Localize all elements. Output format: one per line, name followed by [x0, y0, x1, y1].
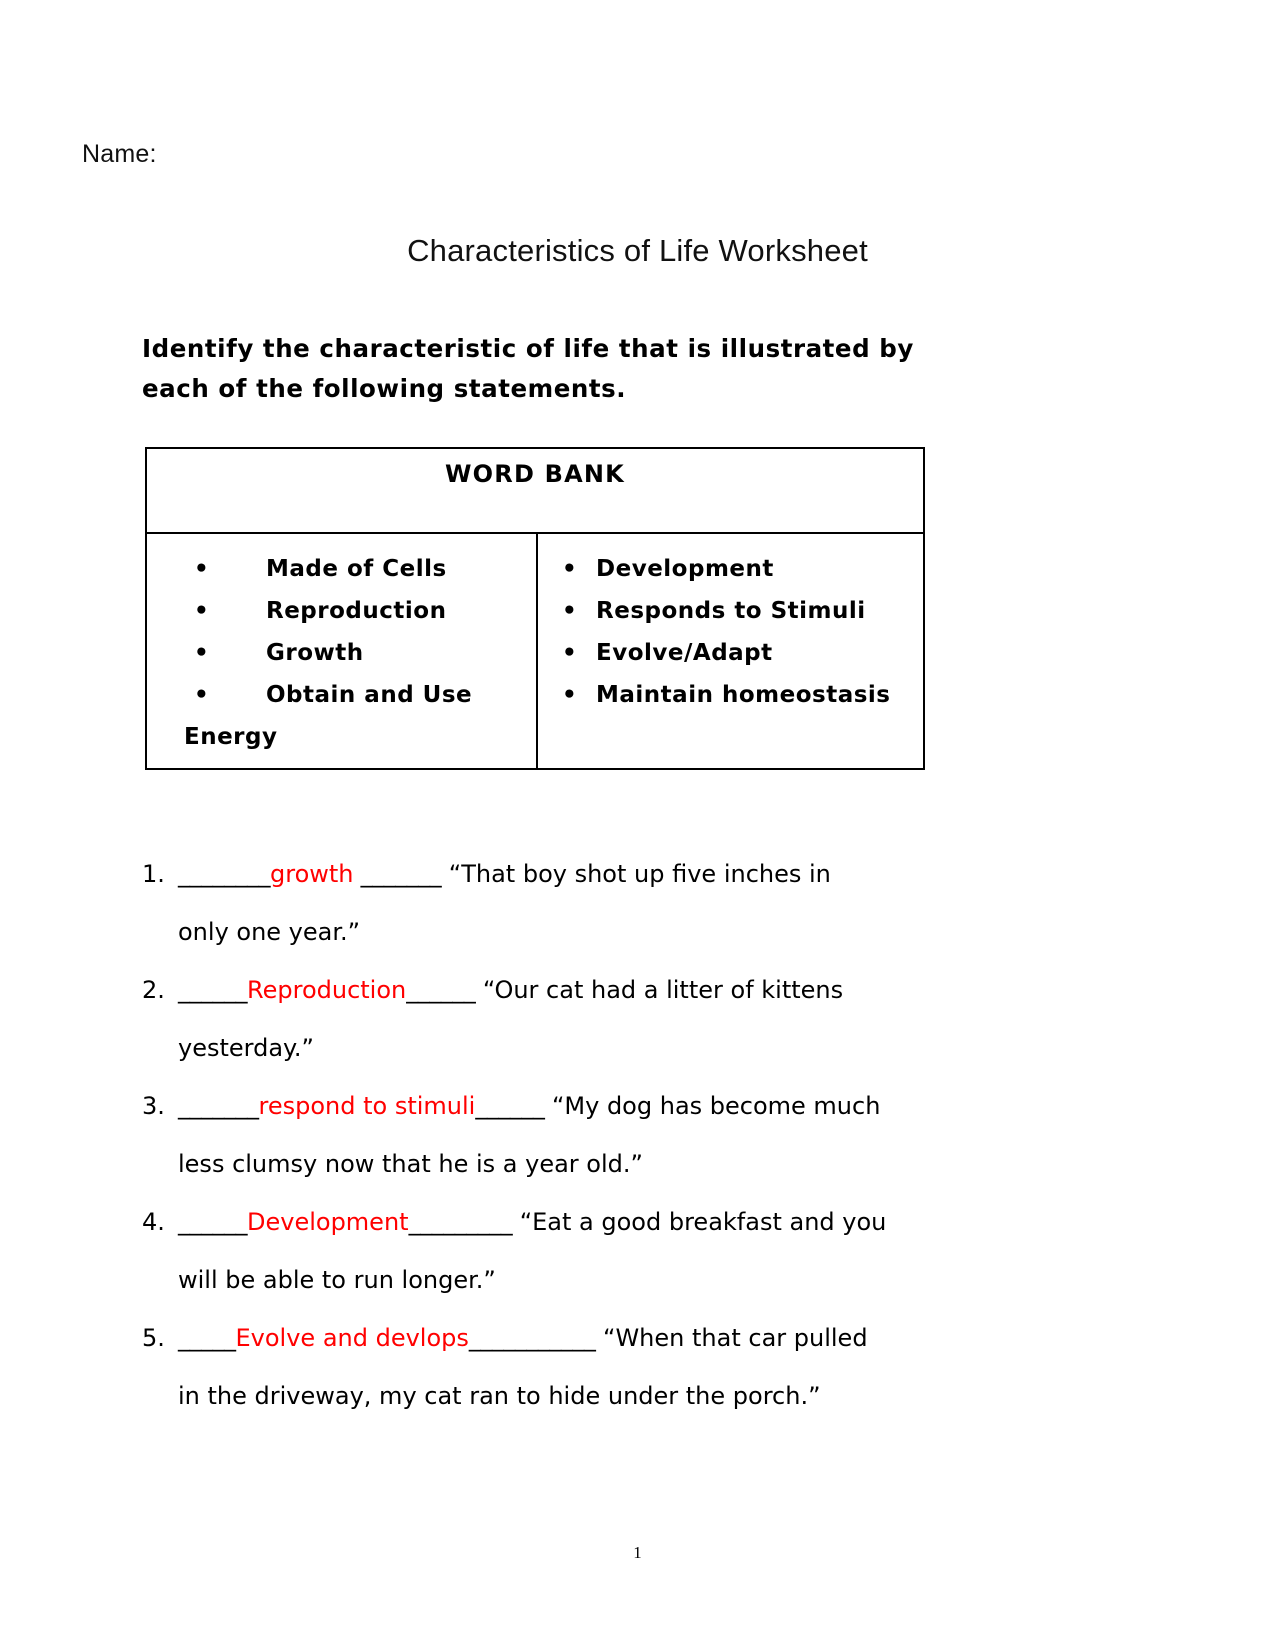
word-bank-item-label: Made of Cells — [266, 556, 447, 582]
answer-text[interactable]: respond to stimuli — [258, 1092, 476, 1120]
word-bank-item — [562, 590, 923, 632]
word-bank-item — [185, 590, 536, 632]
question-line-primary — [178, 1309, 1022, 1367]
question-item — [142, 1309, 1022, 1425]
answer-blank-before[interactable]: ______ — [178, 1208, 247, 1236]
question-line-primary — [178, 1193, 1022, 1251]
word-bank-right-column — [538, 534, 923, 768]
word-bank-item-label: Growth — [266, 640, 364, 666]
answer-text[interactable]: Development — [247, 1208, 409, 1236]
word-bank-item-label: Development — [596, 556, 774, 582]
answer-blank-after[interactable]: _________ — [408, 1208, 513, 1236]
question-line-continuation: only one year.” — [178, 918, 361, 946]
bullet-icon: • — [562, 556, 578, 582]
word-bank-left-column — [147, 534, 538, 768]
word-bank-item-label: Maintain homeostasis — [596, 682, 891, 708]
question-list — [142, 845, 1022, 1425]
question-statement: “That boy shot up five inches in — [441, 860, 831, 888]
word-bank-item — [185, 632, 536, 674]
question-statement: “Eat a good breakfast and you — [512, 1208, 887, 1236]
question-body — [178, 845, 1022, 961]
bullet-icon: • — [194, 640, 210, 666]
question-body — [178, 1309, 1022, 1425]
word-bank-item-label: Responds to Stimuli — [596, 598, 866, 624]
word-bank-item — [562, 632, 923, 674]
word-bank-body-row — [147, 534, 923, 768]
answer-text[interactable]: Reproduction — [247, 976, 407, 1004]
word-bank-header-row — [147, 449, 923, 534]
answer-text[interactable]: Evolve and devlops — [235, 1324, 469, 1352]
word-bank-table — [145, 447, 925, 770]
question-body — [178, 961, 1022, 1077]
bullet-icon: • — [562, 682, 578, 708]
question-body — [178, 1193, 1022, 1309]
answer-blank-before[interactable]: ______ — [178, 976, 247, 1004]
bullet-icon: • — [194, 598, 210, 624]
page-number: 1 — [633, 1543, 642, 1562]
question-body — [178, 1077, 1022, 1193]
word-bank-title: WORD BANK — [445, 460, 625, 488]
question-line-continuation: yesterday.” — [178, 1034, 314, 1062]
question-item — [142, 1077, 1022, 1193]
word-bank-item — [562, 674, 923, 716]
question-item — [142, 845, 1022, 961]
question-statement: “Our cat had a litter of kittens — [475, 976, 844, 1004]
word-bank-item — [562, 548, 923, 590]
bullet-icon: • — [562, 598, 578, 624]
answer-text[interactable]: growth — [270, 860, 354, 888]
question-line-primary — [178, 961, 1022, 1019]
bullet-icon: • — [194, 682, 210, 708]
instruction-text: Identify the characteristic of life that is illustrated by each of the following statements. — [142, 334, 914, 403]
question-statement: “My dog has become much — [544, 1092, 881, 1120]
answer-blank-after[interactable]: ___________ — [468, 1324, 596, 1352]
word-bank-item-label: Obtain and Use — [266, 682, 473, 708]
question-statement: “When that car pulled — [595, 1324, 868, 1352]
answer-blank-after[interactable]: _______ — [353, 860, 442, 888]
word-bank-item — [185, 548, 536, 590]
answer-blank-after[interactable]: ______ — [475, 1092, 545, 1120]
question-number: 3. — [142, 1092, 165, 1120]
answer-blank-before[interactable]: _____ — [178, 1324, 236, 1352]
question-number: 4. — [142, 1208, 165, 1236]
answer-blank-before[interactable]: ________ — [178, 860, 270, 888]
word-bank-item-label: Reproduction — [266, 598, 447, 624]
answer-blank-before[interactable]: _______ — [178, 1092, 259, 1120]
question-item — [142, 1193, 1022, 1309]
bullet-icon: • — [562, 640, 578, 666]
word-bank-item-label: Evolve/Adapt — [596, 640, 773, 666]
word-bank-item-wrap: Energy — [184, 724, 278, 750]
question-line-primary — [178, 845, 1022, 903]
question-number: 2. — [142, 976, 165, 1004]
answer-blank-after[interactable]: ______ — [406, 976, 476, 1004]
question-number: 5. — [142, 1324, 165, 1352]
name-field-label: Name: — [82, 140, 157, 168]
question-number: 1. — [142, 860, 165, 888]
page-title: Characteristics of Life Worksheet — [407, 233, 868, 268]
question-item — [142, 961, 1022, 1077]
question-line-continuation: will be able to run longer.” — [178, 1266, 496, 1294]
question-line-primary — [178, 1077, 1022, 1135]
bullet-icon: • — [194, 556, 210, 582]
word-bank-item — [185, 674, 536, 716]
question-line-continuation: in the driveway, my cat ran to hide under the porch.” — [178, 1382, 821, 1410]
question-line-continuation: less clumsy now that he is a year old.” — [178, 1150, 643, 1178]
